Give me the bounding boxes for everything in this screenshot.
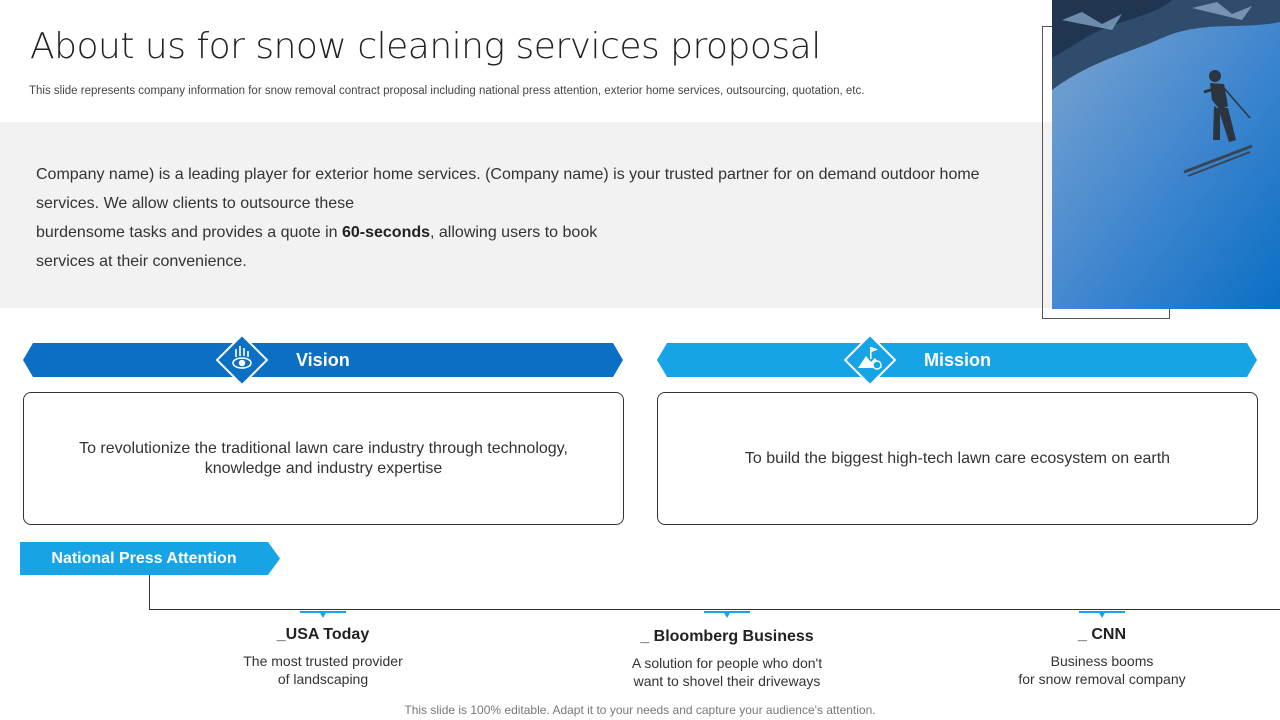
- press-attention-tag: [20, 542, 280, 575]
- intro-line-1: Company name) is a leading player for exterior home services. (Company name) is your trusted partner for on demand outdoor home services. We allow clients to outsource these: [36, 166, 980, 212]
- skier-photo: [1052, 0, 1280, 309]
- press-description: [173, 652, 473, 688]
- slide-title: About us for snow cleaning services proposal: [30, 26, 821, 67]
- mission-banner: [657, 343, 1257, 377]
- press-desc-line-1: A solution for people who don't: [631, 655, 823, 671]
- press-description: [952, 652, 1252, 688]
- vision-eye-icon: [216, 334, 268, 386]
- intro-line-2-start: burdensome tasks and provides a quote in: [36, 224, 342, 241]
- intro-highlight: 60-seconds: [341, 224, 431, 241]
- mission-card: [657, 392, 1258, 525]
- vision-card: [23, 392, 624, 525]
- timeline-marker-icon: [1079, 606, 1125, 614]
- slide-subtitle: This slide represents company information for snow removal contract proposal including national press attention, exterior home services, outsourcing, quotation, etc.: [29, 85, 865, 97]
- mission-text: To build the biggest high-tech lawn care ecosystem on earth: [744, 449, 1171, 467]
- intro-line-3: services at their convenience.: [36, 253, 247, 270]
- timeline-connector: [149, 575, 150, 610]
- press-desc-line-2: want to shovel their driveways: [633, 673, 821, 689]
- vision-banner: [23, 343, 623, 377]
- press-item-usa-today: [173, 626, 473, 688]
- intro-line-2-end: , allowing users to book: [430, 224, 598, 241]
- press-desc-line-2: for snow removal company: [1018, 671, 1186, 687]
- press-item-bloomberg: [577, 628, 877, 690]
- press-name: _ Bloomberg Business: [640, 628, 814, 645]
- vision-title: Vision: [296, 350, 350, 370]
- intro-line-2: [36, 218, 996, 247]
- mission-title: Mission: [924, 350, 992, 370]
- press-item-cnn: [952, 626, 1252, 688]
- press-desc-line-2: of landscaping: [277, 671, 369, 687]
- vision-text: To revolutionize the traditional lawn care industry through technology, knowledge and industry expertise: [79, 439, 568, 477]
- press-description: [577, 654, 877, 690]
- press-attention-label: National Press Attention: [51, 550, 237, 567]
- press-name: _ CNN: [1077, 626, 1126, 643]
- timeline-marker-icon: [704, 606, 750, 614]
- intro-text: [36, 160, 996, 276]
- footer-note: This slide is 100% editable. Adapt it to your needs and capture your audience's attention.: [404, 703, 876, 717]
- press-desc-line-1: Business booms: [1050, 653, 1154, 669]
- mission-flag-mountain-icon: [844, 334, 896, 386]
- timeline-marker-icon: [300, 606, 346, 614]
- press-name: _USA Today: [276, 626, 370, 643]
- press-desc-line-1: The most trusted provider: [243, 653, 403, 669]
